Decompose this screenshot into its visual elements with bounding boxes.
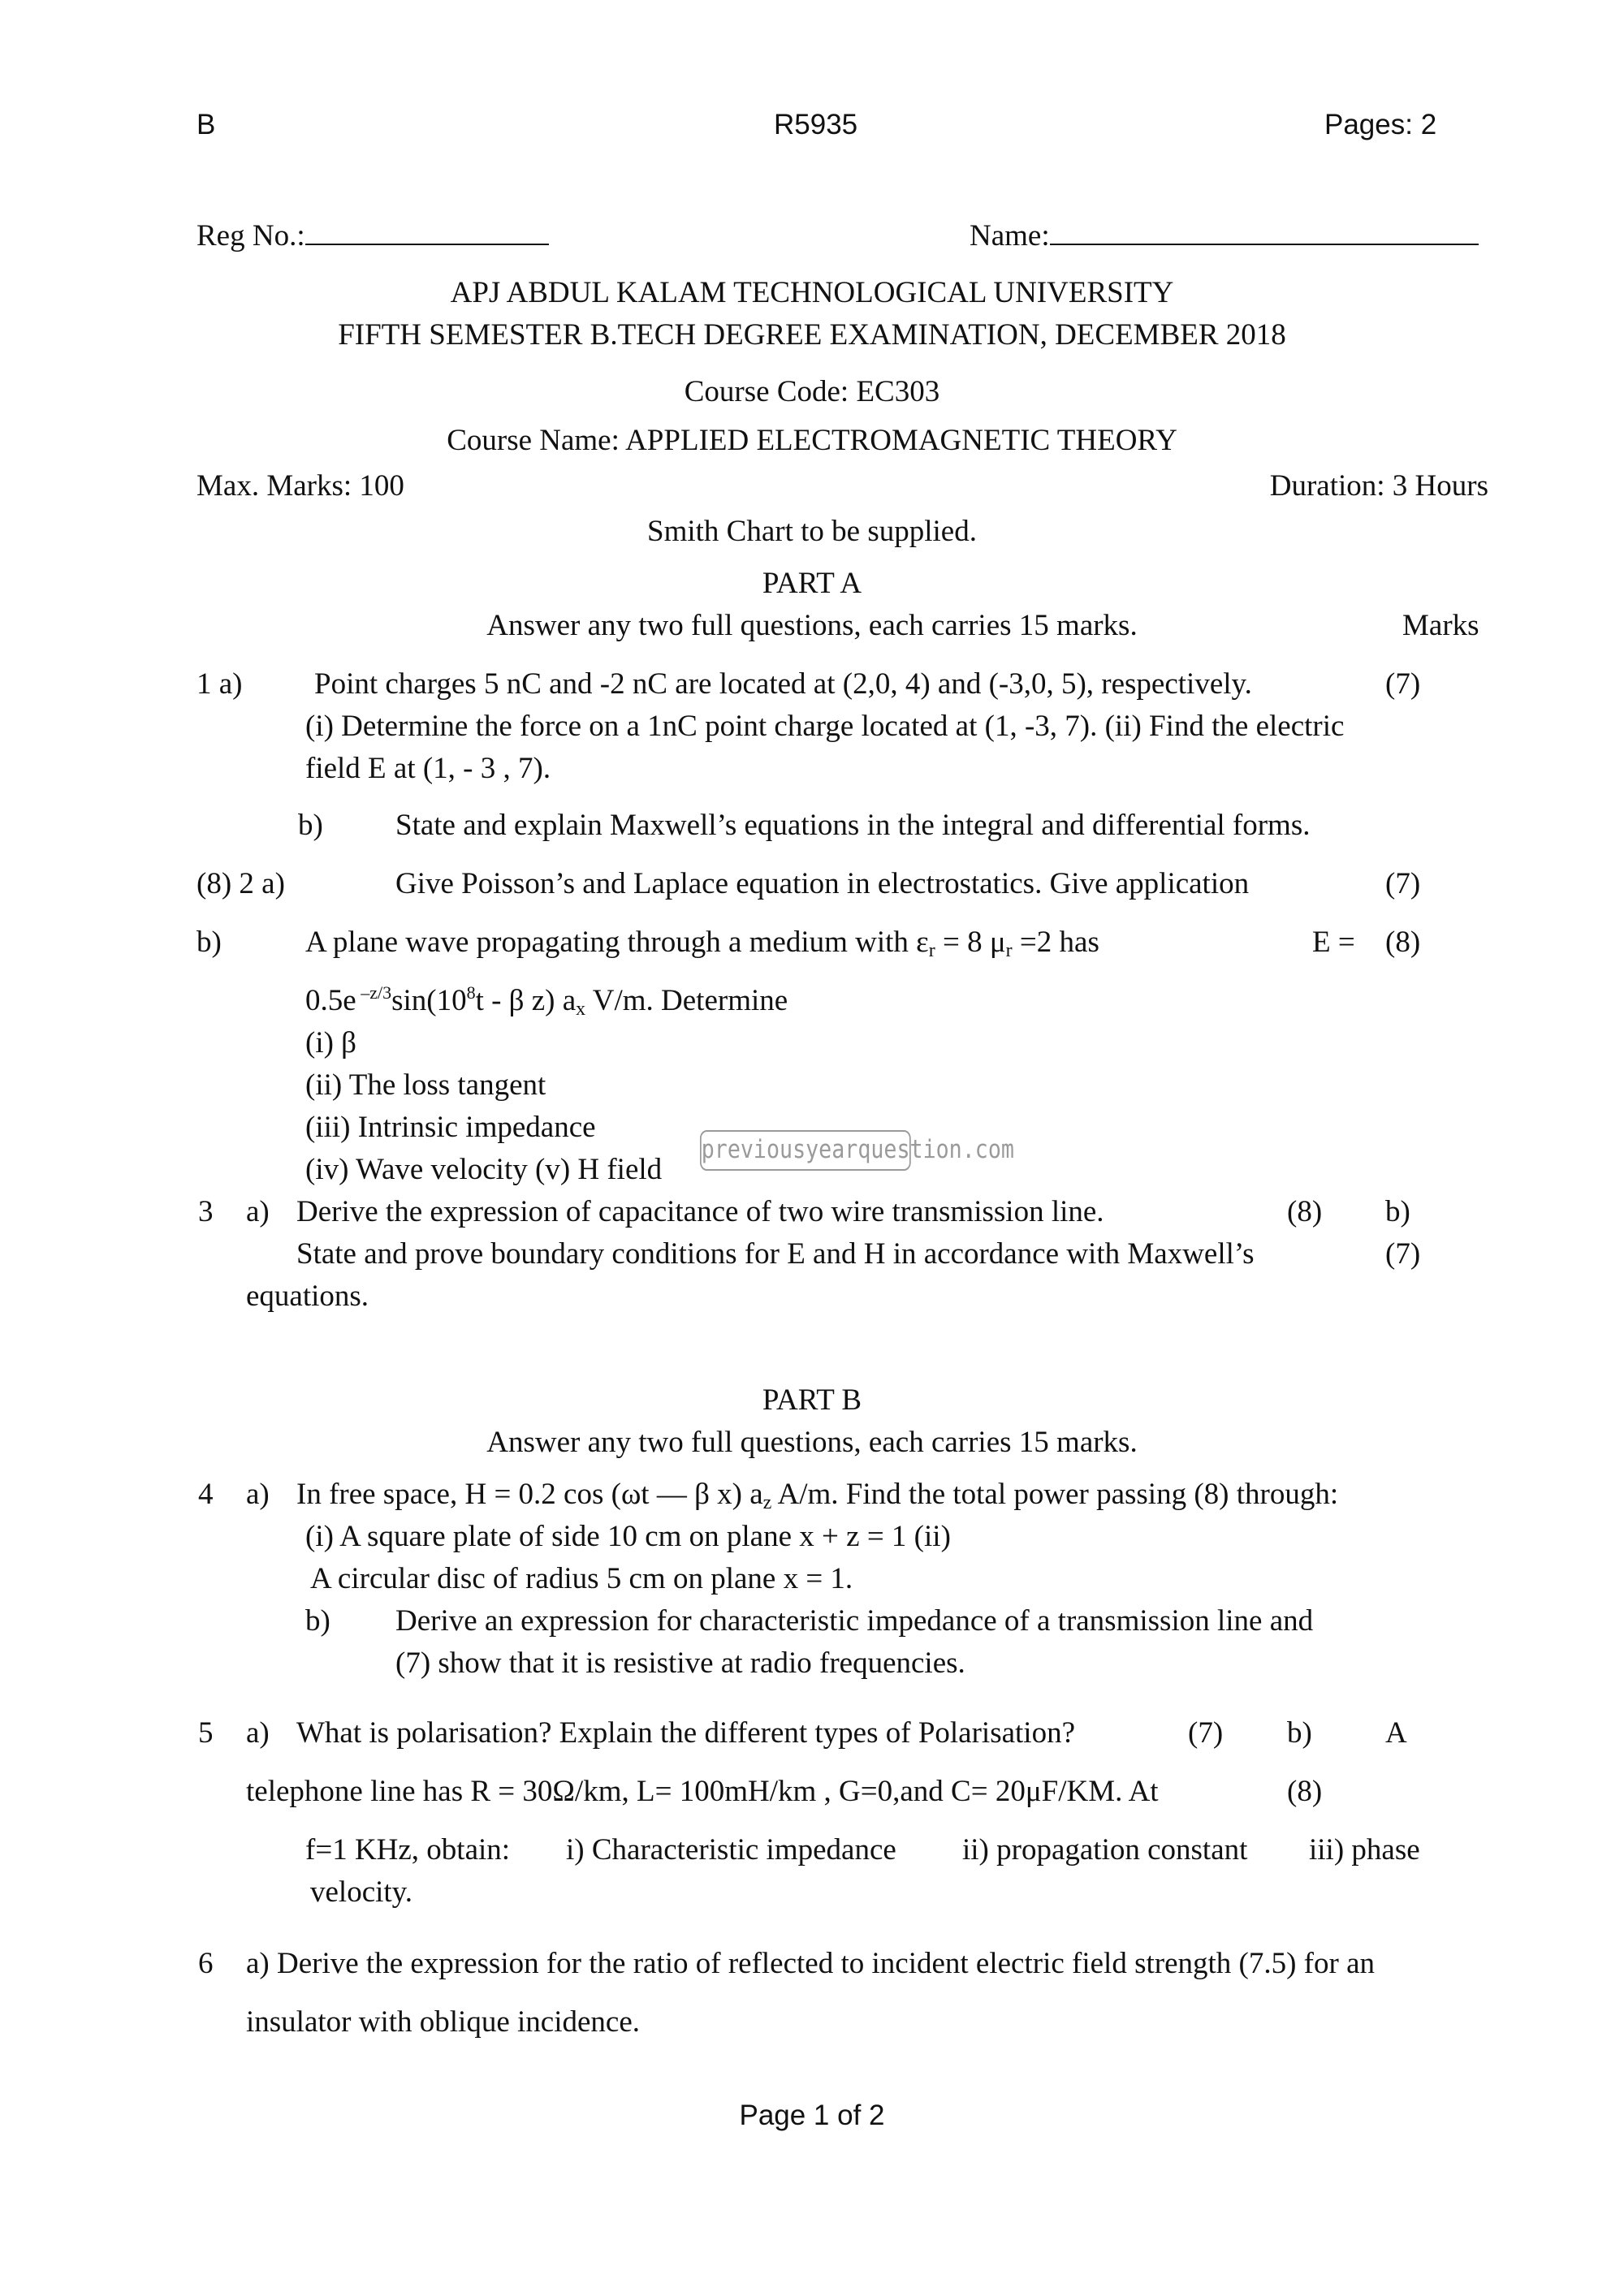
exam-title: FIFTH SEMESTER B.TECH DEGREE EXAMINATION, DECEMBER 2018 [338,318,1286,352]
q4a-label: a) [246,1478,270,1511]
q2b-item-1: (i) β [305,1026,356,1060]
q5b-line-2b: i) Characteristic impedance [566,1833,896,1867]
q2b-line-1: A plane wave propagating through a medium with $\varepsilon_r = 8$ $\mu_r =2$ has [305,926,1099,961]
q2b-marks: (8) [1385,926,1421,959]
q2b-e-symbol: E = [1312,926,1355,959]
q4b-label: b) [305,1604,330,1638]
paper-code: R5935 [774,109,858,140]
q3b-text: State and prove boundary conditions for E and H in accordance with Maxwell’s [296,1237,1255,1271]
marks-header: Marks [1402,609,1479,642]
name-line [1050,216,1479,245]
q5b-line-3: velocity. [310,1875,413,1909]
q6-number: 6 [198,1947,214,1980]
q2-label: (8) 2 a) [197,867,285,900]
q3a-marks: (8) [1287,1195,1323,1228]
q2a-marks: (7) [1385,867,1421,900]
q2b-label: b) [197,926,222,959]
reg-no-label: Reg No.: [197,219,305,252]
course-name: Course Name: APPLIED ELECTROMAGNETIC THEORY [447,424,1177,457]
q5b-line-2c: ii) propagation constant [962,1833,1248,1867]
q4b-line-2: (7) show that it is resistive at radio frequencies. [395,1646,965,1680]
q3b-continuation: equations. [246,1280,369,1313]
q5-number: 5 [198,1716,214,1750]
q2a-text: Give Poisson’s and Laplace equation in electrostatics. Give application [395,867,1250,900]
course-code: Course Code: EC303 [684,375,940,408]
q1a-marks: (7) [1385,667,1421,701]
q4a-line-2: (i) A square plate of side 10 cm on plane x + z = 1 (ii) [305,1520,951,1553]
max-marks: Max. Marks: 100 [197,469,404,503]
q4b-line-1: Derive an expression for characteristic impedance of a transmission line and [395,1604,1314,1638]
q1-label: 1 a) [197,667,243,701]
q5a-marks: (7) [1188,1716,1224,1750]
q1a-line-1: Point charges 5 nC and -2 nC are located at (2,0, 4) and (-3,0, 5), respectively. [314,667,1252,701]
q3b-label: b) [1385,1195,1410,1228]
part-b-instruction: Answer any two full questions, each carries 15 marks. [486,1426,1138,1459]
name-field [970,216,1479,251]
name-label: Name: [970,219,1050,252]
q3a-label: a) [246,1195,270,1228]
q6a-line-1: a) Derive the expression for the ratio of reflected to incident electric field strength (7.5) for an [246,1947,1375,1980]
q2b-line-2: 0.5e $^{-z/3}\sin(10^8t$ - β z) $a_x$ V/m. Determine [305,982,788,1020]
q5b-line-1: telephone line has R = 30Ω/km, L= 100mH/km , G=0,and C= 20μF/KM. At [246,1775,1159,1808]
part-b-title: PART B [762,1383,862,1417]
exam-note: Smith Chart to be supplied. [647,515,977,548]
q2b-item-2: (ii) The loss tangent [305,1068,546,1102]
q5a-label: a) [246,1716,270,1750]
q3-number: 3 [198,1195,214,1228]
watermark-logo: previousyearquestion.com [700,1130,911,1171]
q5b-marks: (8) [1287,1775,1323,1808]
q1b-label: b) [298,809,323,842]
q4a-line-3: A circular disc of radius 5 cm on plane x = 1. [310,1562,853,1595]
duration: Duration: 3 Hours [1269,469,1488,503]
university-name: APJ ABDUL KALAM TECHNOLOGICAL UNIVERSITY [450,276,1174,309]
q6a-line-2: insulator with oblique incidence. [246,2005,640,2039]
part-a-instruction: Answer any two full questions, each carries 15 marks. [486,609,1138,642]
series-letter: B [197,109,216,140]
q5b-line-2a: f=1 KHz, obtain: [305,1833,511,1867]
q3b-marks: (7) [1385,1237,1421,1271]
q4-number: 4 [198,1478,214,1511]
q5b-label: b) [1287,1716,1312,1750]
q1b-text: State and explain Maxwell’s equations in the integral and differential forms. [395,809,1311,842]
q1a-line-2: (i) Determine the force on a 1nC point charge located at (1, -3, 7). (ii) Find the electric [305,710,1345,743]
part-a-title: PART A [762,567,862,600]
q4a-line-1: In free space, H = 0.2 cos (ωt — β x) $a_z$ A/m. Find the total power passing (8) through: [296,1478,1339,1513]
q3a-text: Derive the expression of capacitance of two wire transmission line. [296,1195,1104,1228]
q5a-text: What is polarisation? Explain the different types of Polarisation? [296,1716,1076,1750]
page-footer: Page 1 of 2 [739,2100,885,2131]
page-count: Pages: 2 [1324,109,1437,140]
reg-no-field [197,216,549,251]
q5b-start: A [1385,1716,1407,1750]
reg-no-line [305,216,549,245]
q2b-item-4: (iv) Wave velocity (v) H field [305,1153,663,1186]
q1a-line-3: field E at (1, - 3 , 7). [305,752,551,785]
q5b-line-2d: iii) phase [1309,1833,1420,1867]
q2b-item-3: (iii) Intrinsic impedance [305,1111,596,1144]
